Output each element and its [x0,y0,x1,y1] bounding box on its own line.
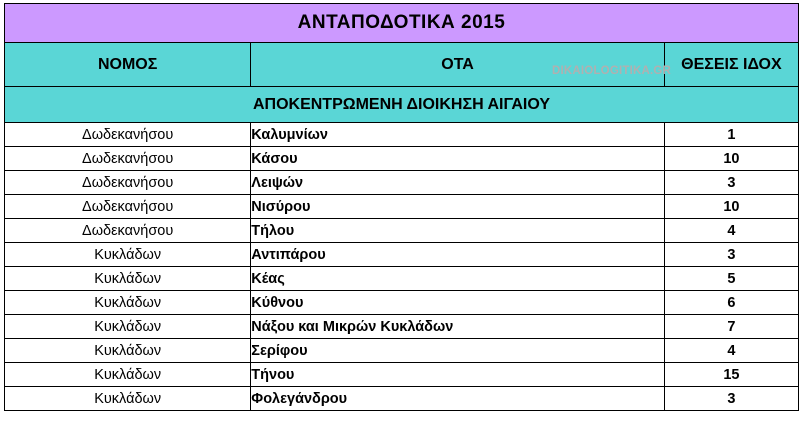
cell-nomos: Κυκλάδων [5,291,251,315]
cell-ota: Νισύρου [251,195,665,219]
cell-nomos: Δωδεκανήσου [5,171,251,195]
cell-ota: Τήνου [251,363,665,387]
cell-ota: Καλυμνίων [251,123,665,147]
section-row [5,87,799,123]
cell-theseis: 6 [664,291,798,315]
cell-theseis: 4 [664,219,798,243]
cell-nomos: Δωδεκανήσου [5,123,251,147]
cell-nomos: Κυκλάδων [5,267,251,291]
cell-theseis: 1 [664,123,798,147]
table-row [5,123,799,147]
title-row [5,4,799,43]
cell-theseis: 3 [664,171,798,195]
table-row [5,315,799,339]
cell-nomos: Κυκλάδων [5,315,251,339]
cell-ota: Αντιπάρου [251,243,665,267]
cell-ota: Κάσου [251,147,665,171]
column-header-nomos: ΝΟΜΟΣ [5,43,251,87]
cell-ota: Νάξου και Μικρών Κυκλάδων [251,315,665,339]
cell-theseis: 4 [664,339,798,363]
table-row [5,339,799,363]
cell-theseis: 10 [664,147,798,171]
cell-ota: Σερίφου [251,339,665,363]
cell-ota: Λειψών [251,171,665,195]
column-header-ota: ΟΤΑ [251,43,665,87]
table-row [5,219,799,243]
cell-nomos: Δωδεκανήσου [5,147,251,171]
table-row [5,171,799,195]
cell-nomos: Κυκλάδων [5,387,251,411]
section-title: ΑΠΟΚΕΝΤΡΩΜΕΝΗ ΔΙΟΙΚΗΣΗ ΑΙΓΑΙΟΥ [5,87,799,123]
table-row [5,363,799,387]
cell-theseis: 3 [664,243,798,267]
cell-ota: Κέας [251,267,665,291]
table-row [5,147,799,171]
cell-ota: Τήλου [251,219,665,243]
cell-ota: Κύθνου [251,291,665,315]
table-row [5,243,799,267]
table-row [5,195,799,219]
cell-theseis: 3 [664,387,798,411]
cell-ota: Φολεγάνδρου [251,387,665,411]
cell-nomos: Κυκλάδων [5,363,251,387]
cell-nomos: Κυκλάδων [5,243,251,267]
table-body [5,4,799,411]
cell-nomos: Δωδεκανήσου [5,219,251,243]
cell-theseis: 5 [664,267,798,291]
data-table [4,3,799,411]
table-row [5,387,799,411]
table-row [5,291,799,315]
table-row [5,267,799,291]
header-row [5,43,799,87]
cell-nomos: Κυκλάδων [5,339,251,363]
spreadsheet-table [0,3,807,444]
cell-nomos: Δωδεκανήσου [5,195,251,219]
cell-theseis: 7 [664,315,798,339]
watermark-text: DIKAIOLOGITIKA.GR [552,65,672,77]
column-header-theseis: ΘΕΣΕΙΣ ΙΔΟΧ [664,43,798,87]
cell-theseis: 10 [664,195,798,219]
cell-theseis: 15 [664,363,798,387]
page-title: ΑΝΤΑΠΟΔΟΤΙΚΑ 2015 [5,4,799,43]
